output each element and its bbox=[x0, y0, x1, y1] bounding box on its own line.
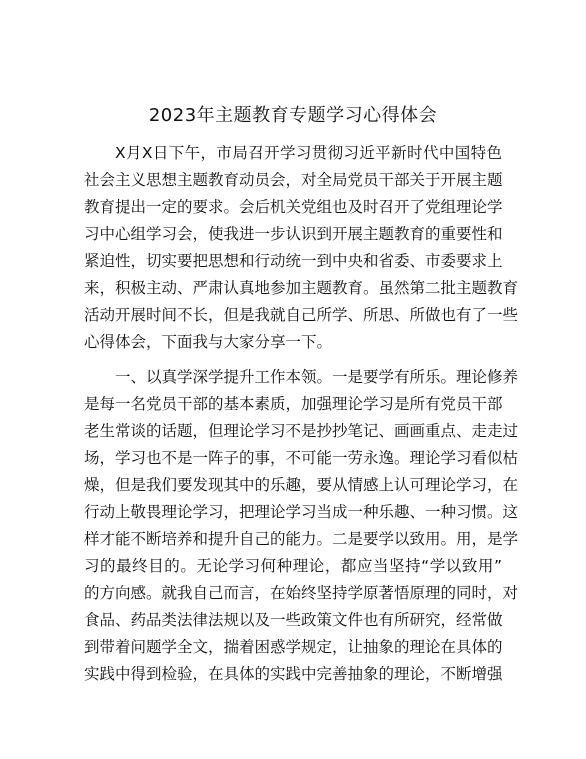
text-line: 食品、药品类法律法规以及一些政策文件也有所研究，经常做 bbox=[84, 611, 503, 629]
text-line: 习的最终目的。无论学习何种理论，都应当坚持“学以致用” bbox=[84, 557, 502, 575]
text-line: 场，学习也不是一阵子的事，不可能一劳永逸。理论学习看似枯 bbox=[84, 449, 519, 467]
text-line: X月X日下午，市局召开学习贯彻习近平新时代中国特色 bbox=[115, 144, 502, 162]
text-line: 样才能不断培养和提升自己的能力。二是要学以致用。用，是学 bbox=[84, 530, 519, 548]
text-line: 到带着问题学全文，揣着困惑学规定，让抽象的理论在具体的 bbox=[84, 638, 503, 656]
text-line: 的方向感。就我自己而言，在始终坚持学原著悟原理的同时，对 bbox=[84, 584, 519, 602]
text-line: 一、以真学深学提升工作本领。一是要学有所乐。理论修养 bbox=[115, 368, 519, 386]
text-line: 老生常谈的话题，但理论学习不是抄抄笔记、画画重点、走走过 bbox=[84, 422, 519, 440]
paragraph-section-one bbox=[84, 364, 519, 688]
text-line: 实践中得到检验，在具体的实践中完善抽象的理论，不断增强 bbox=[84, 665, 503, 683]
text-line: 紧迫性，切实要把思想和行动统一到中央和省委、市委要求上 bbox=[84, 252, 503, 270]
text-line: 活动开展时间不长，但是我就自己所学、所思、所做也有了一些 bbox=[84, 306, 519, 324]
text-line: 来，积极主动、严肃认真地参加主题教育。虽然第二批主题教育 bbox=[84, 279, 519, 297]
document-body bbox=[84, 140, 519, 688]
paragraph-intro bbox=[84, 140, 519, 356]
text-line: 社会主义思想主题教育动员会，对全局党员干部关于开展主题 bbox=[84, 171, 503, 189]
text-line: 行动上敬畏理论学习，把理论学习当成一种乐趣、一种习惯。这 bbox=[84, 503, 519, 521]
text-line: 心得体会，下面我与大家分享一下。 bbox=[84, 333, 333, 351]
document-title: 2023年主题教育专题学习心得体会 bbox=[148, 105, 438, 126]
text-line: 燥，但是我们要发现其中的乐趣，要从情感上认可理论学习，在 bbox=[84, 476, 519, 494]
text-line: 是每一名党员干部的基本素质，加强理论学习是所有党员干部 bbox=[84, 395, 503, 413]
text-line: 教育提出一定的要求。会后机关党组也及时召开了党组理论学 bbox=[84, 198, 503, 216]
text-line: 习中心组学习会，使我进一步认识到开展主题教育的重要性和 bbox=[84, 225, 503, 243]
